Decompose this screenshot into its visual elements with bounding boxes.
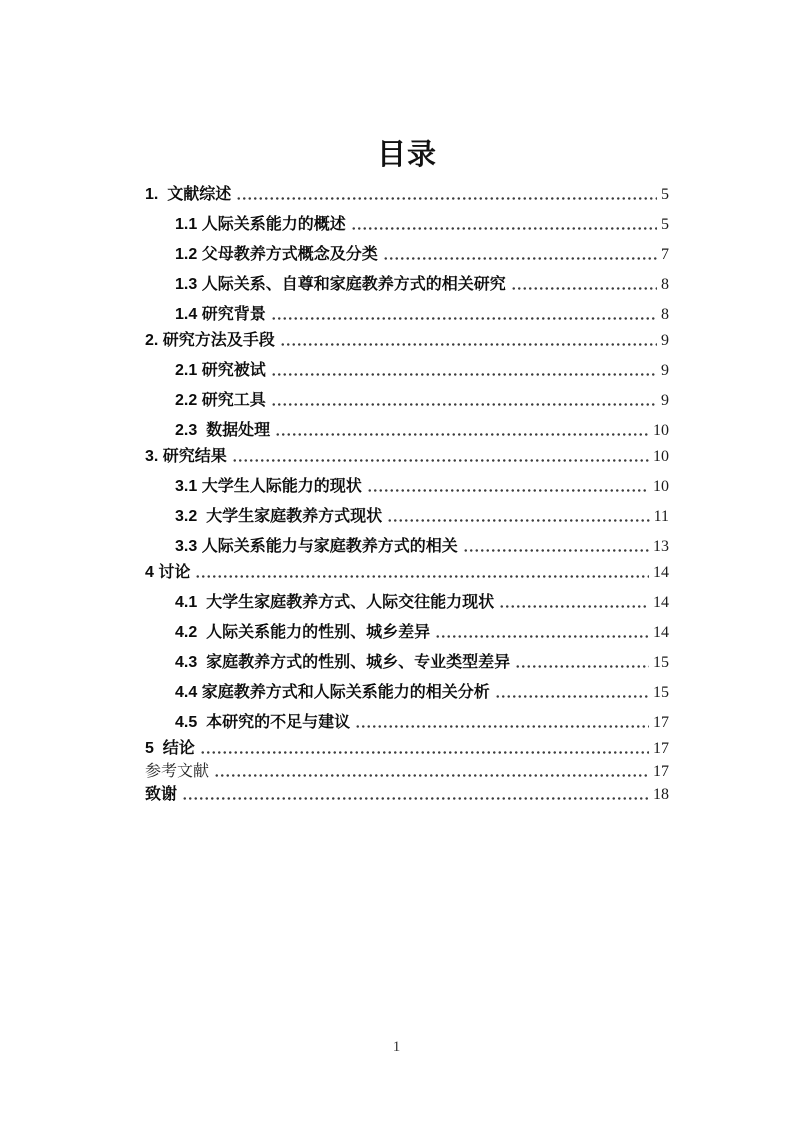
toc-entry-label: 2.2 研究工具 — [175, 392, 266, 409]
dot-leader — [499, 593, 649, 612]
toc-entry-page: 5 — [661, 186, 669, 203]
dot-leader — [214, 762, 649, 781]
toc-list — [145, 178, 669, 804]
dot-leader — [232, 447, 649, 466]
toc-entry-page: 14 — [653, 594, 669, 611]
dot-leader — [271, 305, 657, 324]
toc-entry[interactable] — [145, 380, 669, 410]
toc-entry[interactable] — [145, 496, 669, 526]
toc-entry[interactable] — [145, 582, 669, 612]
toc-entry[interactable] — [145, 204, 669, 234]
toc-entry[interactable] — [145, 294, 669, 324]
toc-entry-label: 4.2 人际关系能力的性别、城乡差异 — [175, 624, 431, 641]
toc-entry-label: 3.2 大学生家庭教养方式现状 — [175, 508, 383, 525]
toc-entry[interactable] — [145, 440, 669, 466]
toc-entry[interactable] — [145, 612, 669, 642]
dot-leader — [511, 275, 657, 294]
toc-entry-label: 2. 研究方法及手段 — [145, 332, 275, 349]
toc-entry[interactable] — [145, 264, 669, 294]
toc-entry-page: 17 — [653, 714, 669, 731]
toc-entry-page: 14 — [653, 564, 669, 581]
dot-leader — [275, 421, 649, 440]
dot-leader — [182, 785, 649, 804]
dot-leader — [463, 537, 649, 556]
toc-entry-page: 17 — [653, 740, 669, 757]
toc-entry-page: 10 — [653, 448, 669, 465]
toc-entry-page: 9 — [661, 332, 669, 349]
toc-entry-page: 9 — [661, 392, 669, 409]
toc-entry-label: 1.4 研究背景 — [175, 306, 266, 323]
page-title: 目录 — [376, 139, 437, 171]
toc-entry-page: 5 — [661, 216, 669, 233]
toc-entry-label: 1. 文献综述 — [145, 186, 232, 203]
toc-entry-page: 8 — [661, 306, 669, 323]
toc-entry-label: 1.3 人际关系、自尊和家庭教养方式的相关研究 — [175, 276, 506, 293]
dot-leader — [387, 507, 649, 526]
dot-leader — [271, 361, 657, 380]
toc-entry[interactable] — [145, 526, 669, 556]
dot-leader — [515, 653, 649, 672]
toc-entry-label: 致谢 — [145, 786, 178, 803]
toc-entry[interactable] — [145, 178, 669, 204]
toc-entry-label: 1.2 父母教养方式概念及分类 — [175, 246, 378, 263]
dot-leader — [383, 245, 657, 264]
toc-entry-label: 3. 研究结果 — [145, 448, 227, 465]
toc-entry-label: 3.3 人际关系能力与家庭教养方式的相关 — [175, 538, 458, 555]
toc-entry-label: 5 结论 — [145, 740, 195, 757]
toc-entry-page: 9 — [661, 362, 669, 379]
toc-entry-label: 4.5 本研究的不足与建议 — [175, 714, 351, 731]
toc-entry-page: 11 — [653, 508, 669, 525]
toc-entry-label: 4.3 家庭教养方式的性别、城乡、专业类型差异 — [175, 654, 511, 671]
toc-entry-page: 7 — [661, 246, 669, 263]
toc-entry-label: 参考文献 — [145, 763, 210, 780]
toc-entry[interactable] — [145, 324, 669, 350]
toc-entry-label: 1.1 人际关系能力的概述 — [175, 216, 346, 233]
toc-entry-page: 18 — [653, 786, 669, 803]
toc-entry[interactable] — [145, 466, 669, 496]
dot-leader — [495, 683, 649, 702]
toc-entry-page: 17 — [653, 763, 669, 780]
toc-entry-label: 2.3 数据处理 — [175, 422, 271, 439]
dot-leader — [355, 713, 649, 732]
dot-leader — [271, 391, 657, 410]
toc-entry-page: 10 — [653, 422, 669, 439]
toc-entry-page: 13 — [653, 538, 669, 555]
toc-entry-label: 4.1 大学生家庭教养方式、人际交往能力现状 — [175, 594, 495, 611]
toc-content — [145, 135, 669, 804]
toc-entry-page: 15 — [653, 654, 669, 671]
footer-page-number: 1 — [392, 1039, 401, 1055]
toc-entry[interactable] — [145, 672, 669, 702]
dot-leader — [280, 331, 657, 350]
toc-entry[interactable] — [145, 556, 669, 582]
toc-entry[interactable] — [145, 410, 669, 440]
toc-entry-label: 2.1 研究被试 — [175, 362, 266, 379]
toc-entry-label: 4 讨论 — [145, 564, 191, 581]
toc-entry[interactable] — [145, 702, 669, 732]
dot-leader — [236, 185, 657, 204]
dot-leader — [351, 215, 657, 234]
toc-entry[interactable] — [145, 732, 669, 758]
toc-entry[interactable] — [145, 642, 669, 672]
toc-entry[interactable] — [145, 350, 669, 380]
toc-entry[interactable] — [145, 781, 669, 804]
dot-leader — [435, 623, 649, 642]
toc-entry-page: 15 — [653, 684, 669, 701]
dot-leader — [195, 563, 649, 582]
toc-entry[interactable] — [145, 234, 669, 264]
toc-entry-label: 3.1 大学生人际能力的现状 — [175, 478, 362, 495]
toc-entry-label: 4.4 家庭教养方式和人际关系能力的相关分析 — [175, 684, 490, 701]
dot-leader — [367, 477, 649, 496]
dot-leader — [200, 739, 649, 758]
toc-entry-page: 14 — [653, 624, 669, 641]
toc-entry-page: 8 — [661, 276, 669, 293]
toc-entry-page: 10 — [653, 478, 669, 495]
toc-entry[interactable] — [145, 758, 669, 781]
